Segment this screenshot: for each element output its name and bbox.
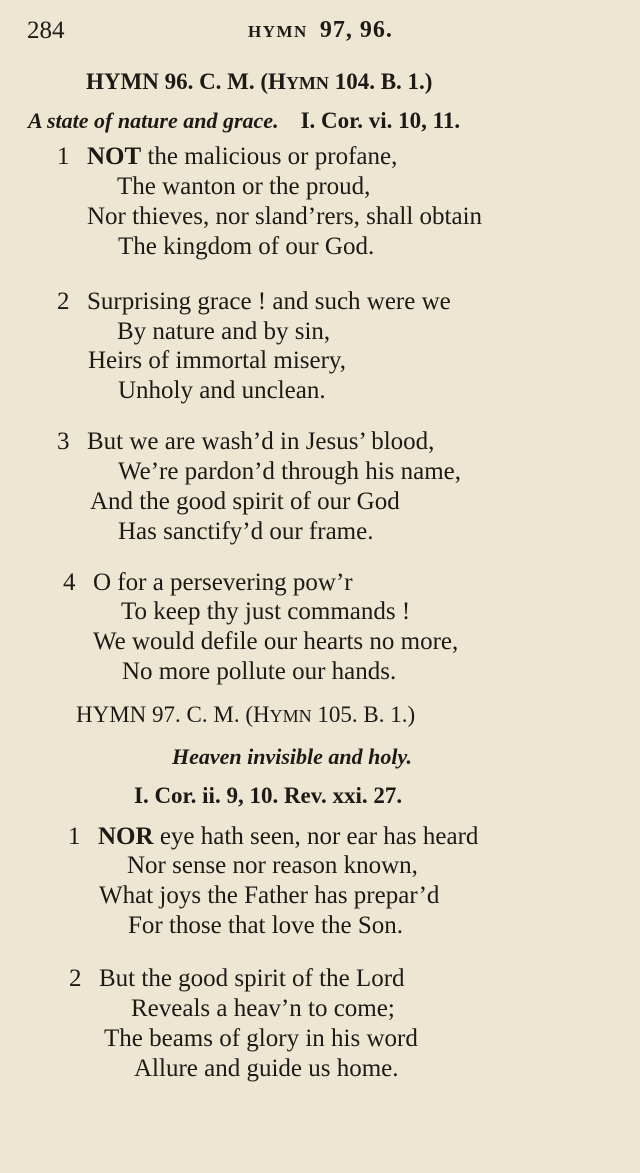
hymn-97-stanza-1-line-3: What joys the Father has prepar’d: [99, 882, 440, 909]
stanza-number: 2: [57, 288, 70, 315]
stanza-number: 2: [69, 965, 82, 992]
hymn-96-stanza-4-line-3: We would defile our hearts no more,: [93, 628, 459, 655]
stanza-number: 1: [57, 143, 70, 170]
hymn-96-reference: I. Cor. vi. 10, 11.: [300, 108, 461, 133]
hymn-97-stanza-2-line-2: Reveals a heav’n to come;: [131, 995, 395, 1022]
hymn-97-stanza-1-line-2: Nor sense nor reason known,: [127, 852, 418, 879]
hymn-96-subject: A state of nature and grace.: [28, 108, 279, 133]
running-head-numbers: 97, 96.: [319, 17, 393, 43]
stanza-number: 3: [57, 428, 70, 455]
hymn-96-stanza-3-line-2: We’re pardon’d through his name,: [118, 458, 462, 485]
hymn-97-stanza-2-line-4: Allure and guide us home.: [134, 1055, 399, 1082]
hymn-97-title: [76, 703, 415, 726]
stanza-number: 4: [63, 569, 76, 596]
hymn-97-title-end: 105. B. 1.): [311, 702, 416, 727]
hymn-96-stanza-1-line-3: Nor thieves, nor sland’rers, shall obtain: [87, 203, 483, 230]
hymn-96-title: [86, 70, 432, 93]
running-head-word: HYMN: [248, 22, 308, 41]
hymn-97-stanza-1-line-1: 1 NOR eye hath seen, nor ear has heard: [68, 823, 479, 850]
hymn-96-title-main: HYMN 96. C. M. (H: [86, 69, 286, 94]
hymn-96-stanza-3-line-4: Has sanctify’d our frame.: [118, 518, 374, 545]
hymn-96-stanza-2-line-2: By nature and by sin,: [117, 318, 331, 345]
hymn-96-stanza-4-line-1: 4 O for a persevering pow’r: [63, 569, 353, 596]
hymn-96-stanza-2-line-1: 2 Surprising grace ! and such were we: [57, 288, 451, 315]
hymn-96-stanza-1-line-4: The kingdom of our God.: [118, 233, 375, 260]
hymn-96-stanza-4-line-2: To keep thy just commands !: [121, 598, 411, 625]
stanza-number: 1: [68, 823, 81, 850]
hymn-96-stanza-2-line-4: Unholy and unclean.: [118, 377, 326, 404]
hymn-96-subject-line: [28, 109, 460, 132]
hymn-96-stanza-1-line-1: 1 NOT the malicious or profane,: [57, 143, 398, 170]
hymn-97-subject: Heaven invisible and holy.: [172, 744, 412, 769]
hymn-96-stanza-3-line-1: 3 But we are wash’d in Jesus’ blood,: [57, 428, 435, 455]
hymn-97-stanza-1-line-4: For those that love the Son.: [128, 912, 403, 939]
hymn-97-stanza-2-line-3: The beams of glory in his word: [104, 1025, 418, 1052]
running-head: [248, 18, 393, 42]
hymn-96-stanza-4-line-4: No more pollute our hands.: [122, 658, 397, 685]
hymn-96-stanza-2-line-3: Heirs of immortal misery,: [88, 347, 347, 374]
hymn-96-stanza-1-line-2: The wanton or the proud,: [117, 173, 371, 200]
hymn-96-stanza-3-line-3: And the good spirit of our God: [90, 488, 400, 515]
page-number: 284: [27, 17, 65, 44]
hymn-96-title-end: 104. B. 1.): [328, 69, 433, 94]
hymn-97-stanza-2-line-1: 2 But the good spirit of the Lord: [69, 965, 405, 992]
hymn-96-title-smallcaps: YMN: [285, 73, 329, 93]
hymn-97-reference: I. Cor. ii. 9, 10. Rev. xxi. 27.: [134, 783, 403, 808]
hymn-97-title-smallcaps: YMN: [269, 706, 312, 726]
hymn-97-title-main: HYMN 97. C. M. (H: [76, 702, 270, 727]
